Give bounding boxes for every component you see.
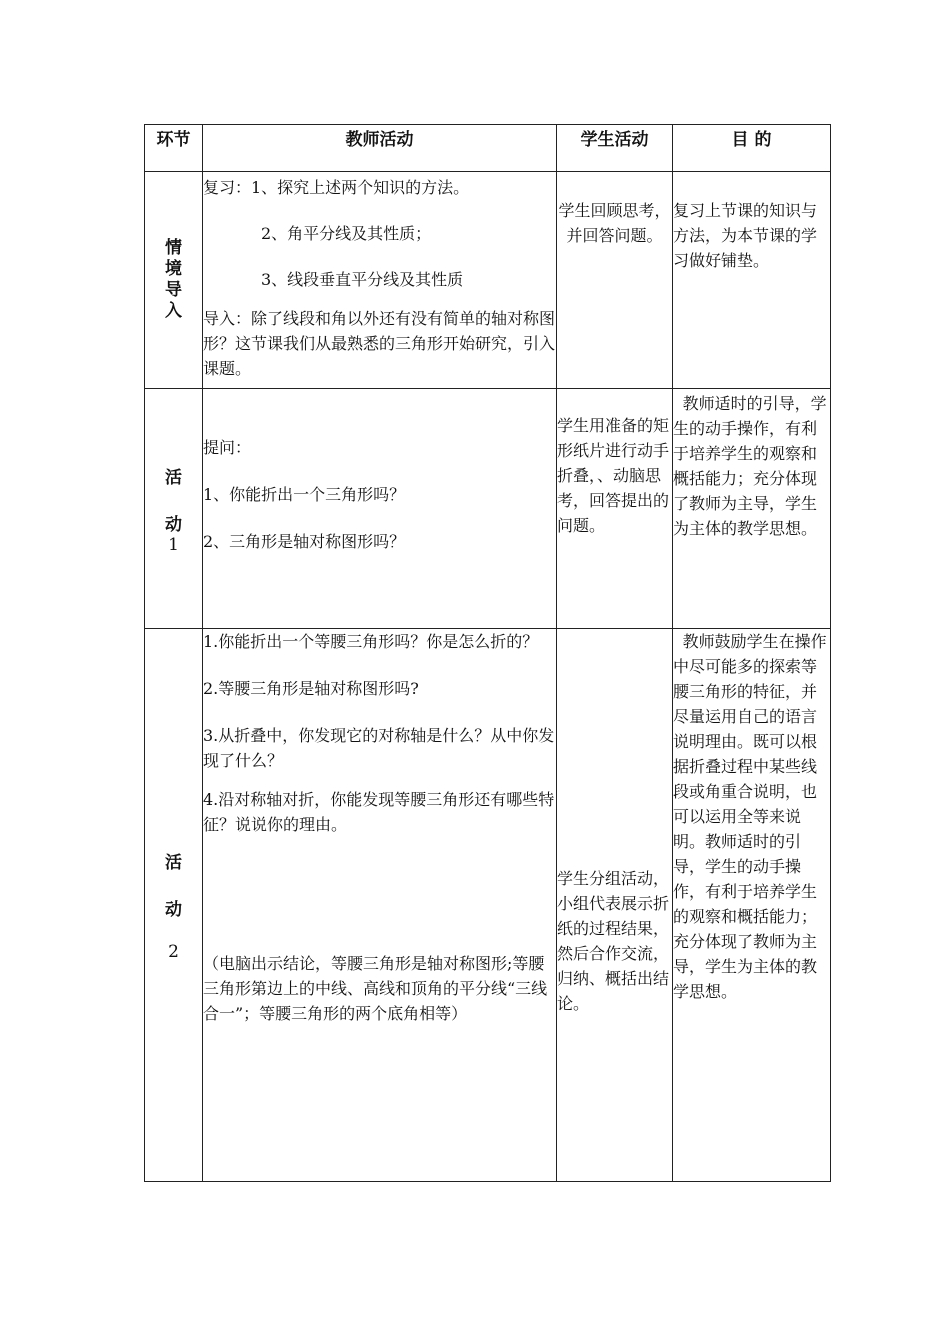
table-row <box>145 172 831 389</box>
teacher-activity-cell <box>203 629 557 1182</box>
purpose-text: 教师适时的引导，学生的动手操作，有利于培养学生的观察和概括能力；充分体现了教师为主导，学生为主体的教学思想。 <box>673 394 827 538</box>
stage-cell <box>145 629 203 1182</box>
intro-text: 导入：除了线段和角以外还有没有简单的轴对称图形？这节课我们从最熟悉的三角形开始研究，引入课题。 <box>203 309 556 378</box>
stage-label-top: 活 <box>165 853 182 873</box>
student-activity-text: 学生回顾思考，并回答问题。 <box>558 201 671 245</box>
header-student-activity: 学生活动 <box>557 125 673 172</box>
purpose-cell <box>673 172 831 389</box>
stage-label-top: 活 <box>165 467 182 488</box>
purpose-text: 教师鼓励学生在操作中尽可能多的探索等腰三角形的特征，并尽量运用自己的语言说明理由。既可以根据折叠过程中某些线段或角重合说明，也可以运用全等来说明。教师适时的引导，学生的动手操作，有利于培养学生的观察和概括能力；充分体现了教师为主导，学生为主体的教学思想。 <box>673 632 827 1001</box>
conclusion-text: （电脑出示结论，等腰三角形是轴对称图形;等腰三角形第边上的中线、高线和顶角的平分线“三线合一”；等腰三角形的两个底角相等） <box>203 954 548 1023</box>
question-2: 2、三角形是轴对称图形吗？ <box>203 532 406 551</box>
teacher-activity-cell <box>203 172 557 389</box>
stage-cell <box>145 389 203 629</box>
teacher-activity-cell <box>203 389 557 629</box>
stage-label-mid: 动 <box>165 900 182 920</box>
stage-label: 情境导入 <box>165 238 182 321</box>
header-teacher-activity: 教师活动 <box>203 125 557 172</box>
student-activity-cell <box>557 629 673 1182</box>
table-header-row <box>145 125 831 172</box>
table-row <box>145 389 831 629</box>
question-1: 1、你能折出一个三角形吗？ <box>203 485 406 504</box>
task-4: 4.沿对称轴对折，你能发现等腰三角形还有哪些特征？说说你的理由。 <box>203 790 555 834</box>
purpose-cell <box>673 629 831 1182</box>
review-item-2: 2、角平分线及其性质； <box>261 224 432 243</box>
student-activity-text: 学生用准备的矩形纸片进行动手折叠，、动脑思考，回答提出的问题。 <box>557 416 670 535</box>
task-2: 2.等腰三角形是轴对称图形吗? <box>203 679 419 698</box>
review-item-3: 3、线段垂直平分线及其性质 <box>261 270 464 289</box>
student-activity-cell <box>557 172 673 389</box>
stage-label-num: 1 <box>168 534 179 555</box>
task-3: 3.从折叠中，你发现它的对称轴是什么？从中你发现了什么？ <box>203 726 555 770</box>
header-stage: 环节 <box>145 125 203 172</box>
lesson-plan-table <box>144 124 831 1182</box>
review-line: 复习：1、探究上述两个知识的方法。 <box>203 178 470 197</box>
student-activity-text: 学生分组活动，小组代表展示折纸的过程结果，然后合作交流，归纳、概括出结论。 <box>557 869 670 1013</box>
purpose-cell <box>673 389 831 629</box>
stage-label-num: 2 <box>168 942 179 962</box>
purpose-text: 复习上节课的知识与方法，为本节课的学习做好铺垫。 <box>673 201 818 270</box>
header-purpose: 目 的 <box>673 125 831 172</box>
stage-cell <box>145 172 203 389</box>
table-row <box>145 629 831 1182</box>
stage-label-mid: 动 <box>165 514 182 535</box>
question-intro: 提问： <box>203 438 252 457</box>
student-activity-cell <box>557 389 673 629</box>
task-1: 1.你能折出一个等腰三角形吗？你是怎么折的？ <box>203 632 539 651</box>
